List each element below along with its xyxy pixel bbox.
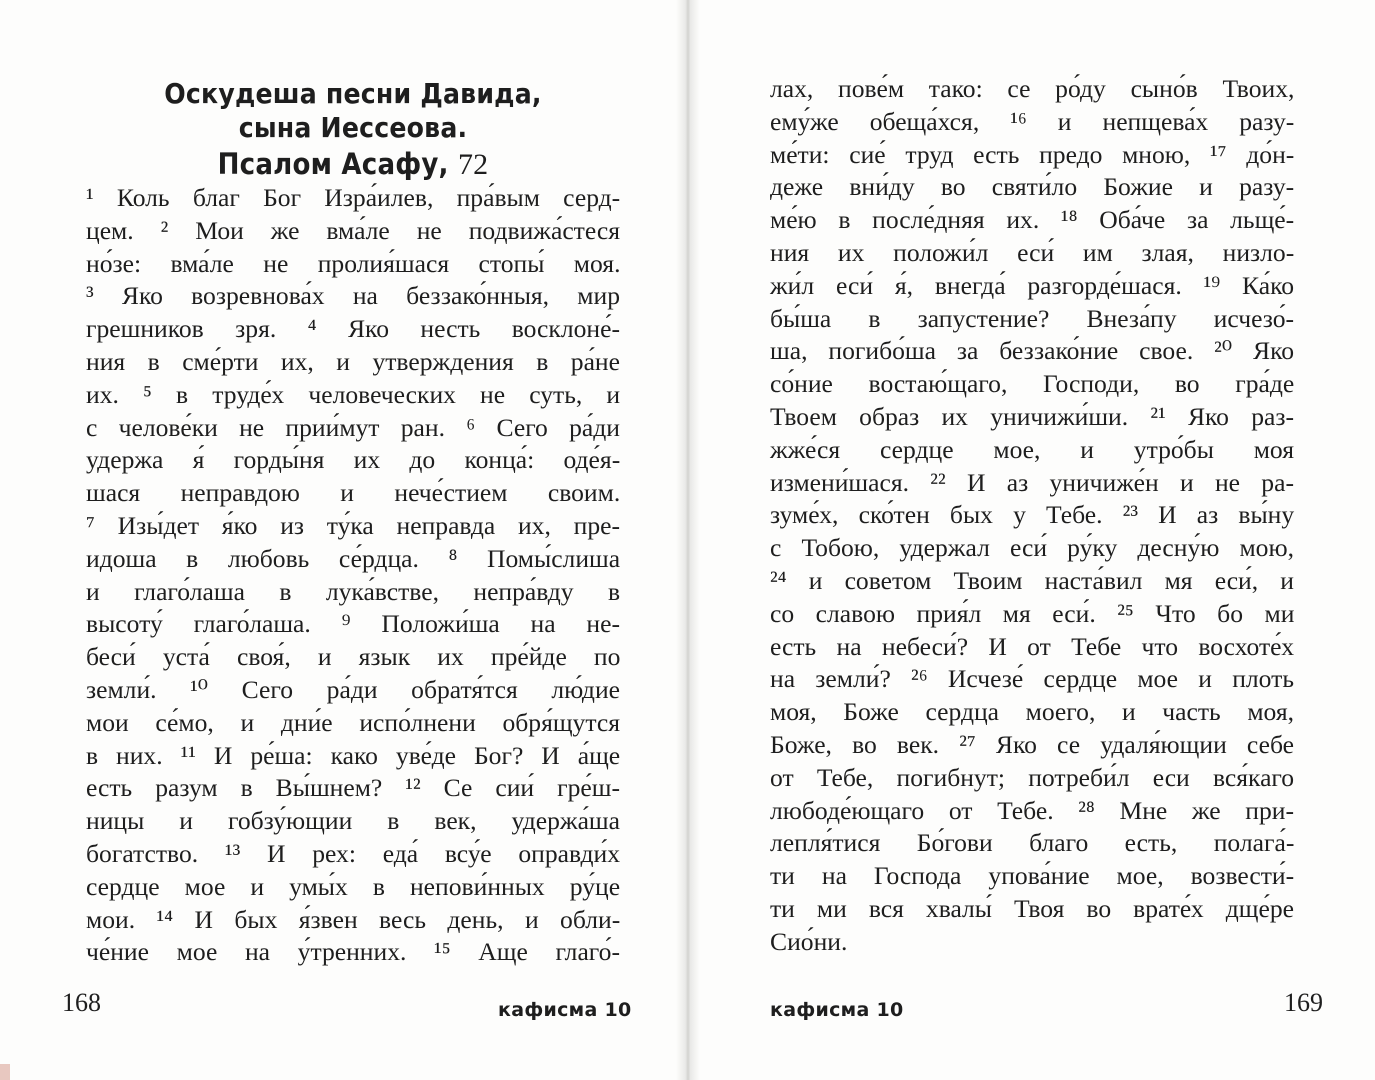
signature-left: кафисма 10 [498,999,632,1021]
text-line: ³ Яко возревнова́х на беззако́нныя, мир [86,281,620,311]
text-line: и глаго́лаша в лука́встве, непра́вду в [86,576,621,606]
text-line: со славою прия́л мя еси́. ²⁵ Что бо ми [770,598,1295,628]
text-line: высоту́ глаго́лаша. ⁹ Положи́ша на не- [86,609,620,639]
text-line: ме́ю в после́дняя их. ¹⁸ Оба́че за льще́- [770,205,1295,235]
text-line: ти ми вся хвалы́ Твоя во врате́х дще́ре [770,893,1294,923]
text-line: Твоем образ их уничижи́ши. ²¹ Яко раз- [770,401,1294,431]
text-line: моя, Боже сердца моего, и часть моя, [770,697,1294,727]
text-line: идоша в любовь се́рдца. ⁸ Помы́слиша [86,543,621,573]
psalm-title-text: Псалом Асафу, [217,147,449,181]
text-line: жи́л еси́ я́, внегда́ разгорде́шася. ¹⁹ Ка́ко [770,270,1294,300]
text-line: ния в сме́рти их, и утверждения в ра́не [86,346,620,376]
text-line: ²⁴ и советом Твоим наста́вил мя еси́, и [770,565,1294,595]
psalm-heading-line-1: Оскудеша песни Давида, [164,77,542,110]
text-line: мои се́мо, и дни́е испо́лнени обря́щутся [86,707,620,737]
text-line: бы́ша в запустение? Внеза́пу исчезо́- [770,303,1295,333]
text-line: мои. ¹⁴ И бых я́звен весь день, и обли- [86,904,621,934]
text-line: ему́же обеща́хся, ¹⁶ и непщева́х разу- [770,106,1295,136]
right-page-text [770,73,1294,959]
text-line: есть разум в Вы́шнем? ¹² Се сии́ гре́ш- [86,773,620,803]
text-line: с Тобою, удержал еси́ ру́ку десну́ю мою, [770,533,1294,563]
text-line: жже́ся сердце мое, и утро́бы моя [770,434,1294,464]
text-line: с челове́ки не прии́мут ран. ⁶ Сего ра́ди [86,412,620,442]
left-page-text [86,182,620,969]
text-line: грешников зря. ⁴ Яко несть восклоне́- [86,314,620,344]
text-line: деже вни́ду во святи́ло Божие и разу- [770,172,1295,202]
page-number-left: 168 [62,988,101,1017]
text-line: шася неправдою и нече́стием своим. [86,478,621,508]
text-line: измени́шася. ²² И аз уничиже́н и не ра- [770,467,1294,497]
text-line: ти на Господа упова́ние мое, возвести́- [770,861,1295,891]
text-line: лепля́тися Бо́гови благо есть, полага́- [770,828,1295,858]
text-line: Сио́ни. [770,926,848,956]
text-line: их. ⁵ в труде́х человеческих не суть, и [86,379,621,409]
text-line: сердце мое и умы́х в непови́нных ру́це [86,871,621,901]
text-line: в них. ¹¹ И ре́ша: како уве́де Бог? И а́ще [86,740,621,770]
text-line: но́зе: вма́ле не пролия́шася стопы́ моя. [86,248,621,278]
corner-mark [0,1064,10,1080]
text-line: на земли́? ²⁶ Исчезе́ сердце мое и плоть [770,664,1294,694]
text-line: лах, пове́м тако: се ро́ду сыно́в Твоих, [770,74,1295,103]
text-line: ша, погибо́ша за беззако́ние свое. ²⁰ Яко [770,336,1294,366]
text-line: есть на небеси́? И от Тебе что восхоте́х [770,631,1294,661]
signature-right: кафисма 10 [770,999,904,1021]
text-line: со́ние востаю́щаго, Господи, во гра́де [770,369,1295,399]
psalm-number: 72 [457,148,489,181]
psalm-title [86,146,620,183]
page-number-right: 169 [1284,988,1323,1017]
text-line: от Тебе, погибнут; потреби́л еси вся́каго [770,762,1295,792]
text-line: ме́ти: сие́ труд есть предо мною, ¹⁷ до́н- [770,139,1295,169]
text-line: ⁷ Изы́дет я́ко из ту́ка неправда их, пре- [86,510,620,540]
text-line: удержа я́ горды́ня их до конца́: оде́я- [86,445,621,475]
text-line: зуме́х, ско́тен бых у Тебе. ²³ И аз вы́ну [770,500,1295,530]
text-line: земли́. ¹⁰ Сего ра́ди обратя́тся лю́дие [86,674,620,704]
psalm-heading-line-2: сына Иессеова. [238,111,468,144]
text-line: ¹ Коль благ Бог Изра́илев, пра́вым серд- [86,183,621,212]
text-line: ния их положи́л еси́ им злая, низло- [770,237,1295,267]
text-line: Боже, во век. ²⁷ Яко се удаля́ющии себе [770,729,1294,759]
text-line: любоде́ющаго от Тебе. ²⁸ Мне же при- [770,795,1294,825]
book-gutter [676,0,700,1080]
text-line: беси́ уста́ своя́, и язык их пре́йде по [86,642,621,672]
text-line: богатство. ¹³ И рех: еда́ всу́е оправди́х [86,838,620,868]
text-line: цем. ² Мои же вма́ле не подвижа́стеся [86,215,620,245]
text-line: че́ние мое на у́тренних. ¹⁵ Аще глаго́- [86,937,620,967]
text-line: ницы и гобзу́ющии в век, удержа́ша [86,806,620,836]
